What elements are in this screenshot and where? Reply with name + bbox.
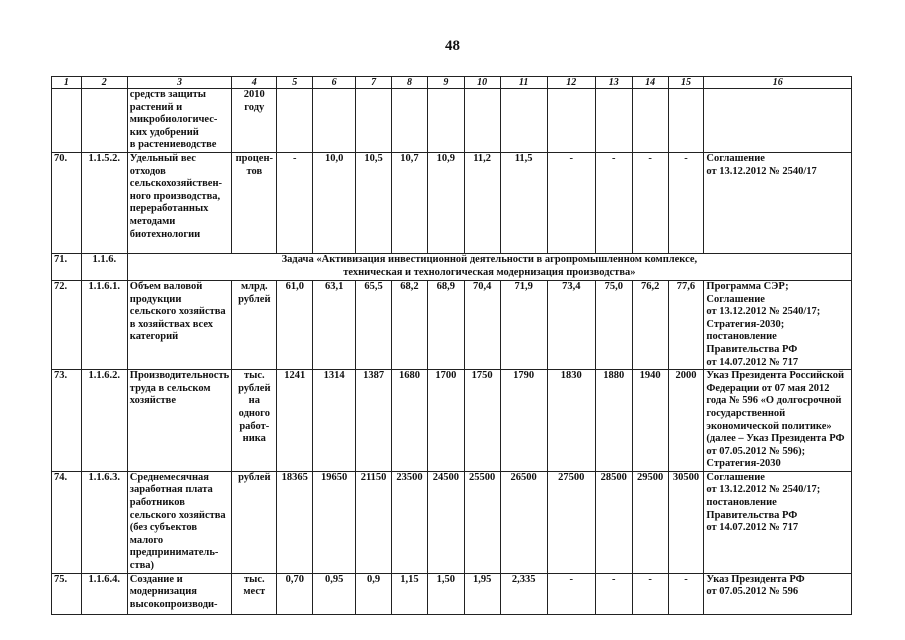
value-cell: 71,9 bbox=[500, 280, 547, 369]
table-row-71 bbox=[52, 253, 852, 280]
value-cell: - bbox=[595, 573, 632, 614]
value-cell bbox=[277, 89, 313, 153]
value-cell: 27500 bbox=[547, 471, 595, 573]
value-cell: 2,335 bbox=[500, 573, 547, 614]
value-cell: 1750 bbox=[464, 370, 500, 472]
table-row-72 bbox=[52, 280, 852, 369]
header-cell: 9 bbox=[427, 77, 464, 89]
code-cell bbox=[81, 89, 127, 153]
source-cell: Указ Президента Российской Федерации от 07 мая 2012 года № 596 «О долгосрочной государственной экономической политике» (далее – Указ Президента РФ от 07.05.2012 № 596); Стратегия-2030 bbox=[704, 370, 852, 472]
code-cell: 1.1.6.3. bbox=[81, 471, 127, 573]
indicator-cell: Создание и модернизация высокопроизводи- bbox=[127, 573, 231, 614]
page-number: 48 bbox=[445, 38, 460, 54]
value-cell: - bbox=[632, 573, 668, 614]
value-cell: 10,7 bbox=[392, 152, 428, 253]
value-cell: 1880 bbox=[595, 370, 632, 472]
row-number-cell bbox=[52, 89, 82, 153]
source-cell: Соглашение от 13.12.2012 № 2540/17; постановление Правительства РФ от 14.07.2012 № 717 bbox=[704, 471, 852, 573]
header-cell: 10 bbox=[464, 77, 500, 89]
row-number-cell: 75. bbox=[52, 573, 82, 614]
table-row-74 bbox=[52, 471, 852, 573]
header-cell: 4 bbox=[232, 77, 277, 89]
unit-cell: рублей bbox=[232, 471, 277, 573]
header-cell: 7 bbox=[356, 77, 392, 89]
header-cell: 5 bbox=[277, 77, 313, 89]
value-cell bbox=[427, 89, 464, 153]
code-cell: 1.1.6.1. bbox=[81, 280, 127, 369]
table-header-row bbox=[52, 77, 852, 89]
value-cell: 75,0 bbox=[595, 280, 632, 369]
value-cell: 0,95 bbox=[313, 573, 356, 614]
code-cell: 1.1.6.4. bbox=[81, 573, 127, 614]
value-cell: 77,6 bbox=[668, 280, 704, 369]
value-cell: 10,0 bbox=[313, 152, 356, 253]
value-cell: - bbox=[547, 152, 595, 253]
value-cell: 28500 bbox=[595, 471, 632, 573]
value-cell: 1680 bbox=[392, 370, 428, 472]
source-cell: Соглашение от 13.12.2012 № 2540/17 bbox=[704, 152, 852, 253]
unit-cell: тыс. рублей на одного работ- ника bbox=[232, 370, 277, 472]
table-row-73 bbox=[52, 370, 852, 472]
value-cell: - bbox=[595, 152, 632, 253]
header-cell: 12 bbox=[547, 77, 595, 89]
value-cell: 76,2 bbox=[632, 280, 668, 369]
header-cell: 3 bbox=[127, 77, 231, 89]
row-number-cell: 71. bbox=[52, 253, 82, 280]
value-cell: 68,2 bbox=[392, 280, 428, 369]
indicator-cell: Объем валовой продукции сельского хозяйства в хозяйствах всех категорий bbox=[127, 280, 231, 369]
source-cell: Программа СЭР; Соглашение от 13.12.2012 № 2540/17; Стратегия-2030; постановление Правительства РФ от 14.07.2012 № 717 bbox=[704, 280, 852, 369]
value-cell: 68,9 bbox=[427, 280, 464, 369]
value-cell: 23500 bbox=[392, 471, 428, 573]
task-heading-cell: Задача «Активизация инвестиционной деятельности в агропромышленном комплексе, техническая и технологическая модернизация производства» bbox=[127, 253, 851, 280]
unit-cell: тыс. мест bbox=[232, 573, 277, 614]
value-cell: 1,15 bbox=[392, 573, 428, 614]
value-cell: 26500 bbox=[500, 471, 547, 573]
value-cell: 1387 bbox=[356, 370, 392, 472]
value-cell bbox=[464, 89, 500, 153]
value-cell: 61,0 bbox=[277, 280, 313, 369]
value-cell: 24500 bbox=[427, 471, 464, 573]
code-cell: 1.1.5.2. bbox=[81, 152, 127, 253]
value-cell bbox=[356, 89, 392, 153]
header-cell: 14 bbox=[632, 77, 668, 89]
value-cell: 1,95 bbox=[464, 573, 500, 614]
unit-cell: 2010 году bbox=[232, 89, 277, 153]
table-row-70 bbox=[52, 152, 852, 253]
value-cell bbox=[595, 89, 632, 153]
unit-cell: млрд. рублей bbox=[232, 280, 277, 369]
value-cell: - bbox=[668, 152, 704, 253]
value-cell bbox=[632, 89, 668, 153]
header-cell: 6 bbox=[313, 77, 356, 89]
value-cell bbox=[500, 89, 547, 153]
value-cell bbox=[668, 89, 704, 153]
header-cell: 15 bbox=[668, 77, 704, 89]
value-cell: 30500 bbox=[668, 471, 704, 573]
value-cell: 1790 bbox=[500, 370, 547, 472]
indicator-cell: средств защиты растений и микробиологичес- ких удобрений в растениеводстве bbox=[127, 89, 231, 153]
indicator-cell: Производительность труда в сельском хозяйстве bbox=[127, 370, 231, 472]
indicator-cell: Удельный вес отходов сельскохозяйствен- ного производства, переработанных методами биотехнологии bbox=[127, 152, 231, 253]
code-cell: 1.1.6. bbox=[81, 253, 127, 280]
value-cell: 2000 bbox=[668, 370, 704, 472]
code-cell: 1.1.6.2. bbox=[81, 370, 127, 472]
value-cell: 18365 bbox=[277, 471, 313, 573]
row-number-cell: 70. bbox=[52, 152, 82, 253]
value-cell: 1314 bbox=[313, 370, 356, 472]
value-cell: 1830 bbox=[547, 370, 595, 472]
value-cell: 70,4 bbox=[464, 280, 500, 369]
value-cell: - bbox=[547, 573, 595, 614]
header-cell: 1 bbox=[52, 77, 82, 89]
row-number-cell: 74. bbox=[52, 471, 82, 573]
source-cell: Указ Президента РФ от 07.05.2012 № 596 bbox=[704, 573, 852, 614]
value-cell: 10,9 bbox=[427, 152, 464, 253]
header-cell: 8 bbox=[392, 77, 428, 89]
row-number-cell: 73. bbox=[52, 370, 82, 472]
value-cell: 65,5 bbox=[356, 280, 392, 369]
header-cell: 2 bbox=[81, 77, 127, 89]
row-number-cell: 72. bbox=[52, 280, 82, 369]
value-cell: 73,4 bbox=[547, 280, 595, 369]
value-cell: 1940 bbox=[632, 370, 668, 472]
value-cell: 29500 bbox=[632, 471, 668, 573]
value-cell: 10,5 bbox=[356, 152, 392, 253]
indicators-table bbox=[51, 76, 852, 615]
value-cell bbox=[392, 89, 428, 153]
value-cell: 11,5 bbox=[500, 152, 547, 253]
value-cell: 63,1 bbox=[313, 280, 356, 369]
value-cell: - bbox=[632, 152, 668, 253]
value-cell bbox=[313, 89, 356, 153]
value-cell: 11,2 bbox=[464, 152, 500, 253]
value-cell: - bbox=[277, 152, 313, 253]
value-cell: 0,9 bbox=[356, 573, 392, 614]
indicator-cell: Среднемесячная заработная плата работников сельского хозяйства (без субъектов малого предприниматель- ства) bbox=[127, 471, 231, 573]
unit-cell: процен- тов bbox=[232, 152, 277, 253]
value-cell: 1241 bbox=[277, 370, 313, 472]
header-cell: 16 bbox=[704, 77, 852, 89]
table-row-continuation bbox=[52, 89, 852, 153]
header-cell: 13 bbox=[595, 77, 632, 89]
source-cell bbox=[704, 89, 852, 153]
value-cell bbox=[547, 89, 595, 153]
value-cell: 25500 bbox=[464, 471, 500, 573]
value-cell: 1700 bbox=[427, 370, 464, 472]
value-cell: 1,50 bbox=[427, 573, 464, 614]
table-row-75 bbox=[52, 573, 852, 614]
value-cell: 0,70 bbox=[277, 573, 313, 614]
header-cell: 11 bbox=[500, 77, 547, 89]
value-cell: 21150 bbox=[356, 471, 392, 573]
value-cell: - bbox=[668, 573, 704, 614]
value-cell: 19650 bbox=[313, 471, 356, 573]
